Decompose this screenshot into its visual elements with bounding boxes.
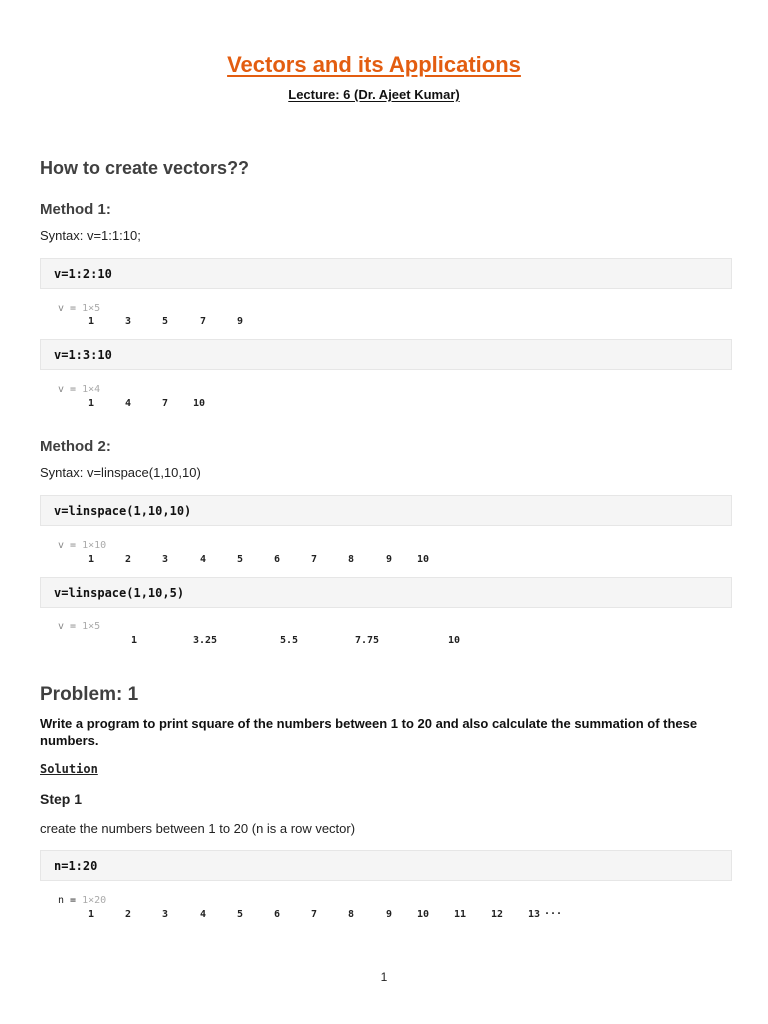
code-text: v=linspace(1,10,10) — [54, 504, 192, 518]
output-value: 7 — [311, 554, 318, 565]
output-value: 7 — [311, 909, 318, 920]
problem1-statement: Write a program to print square of the numbers between 1 to 20 and also calculate the summation of these numbers. — [40, 716, 698, 748]
output-value: 6 — [274, 554, 281, 565]
output-value: 6 — [274, 909, 281, 920]
output-value: 5 — [237, 909, 244, 920]
output-value: 4 — [200, 909, 207, 920]
output-values-1 — [0, 316, 748, 330]
code-cell-5[interactable] — [40, 850, 732, 881]
method1-heading: Method 1: — [40, 201, 111, 218]
output-value: 3 — [162, 554, 169, 565]
output-value: 9 — [237, 316, 244, 327]
output-values-3 — [0, 554, 748, 568]
output-size: 1×10 — [82, 540, 107, 551]
method2-heading: Method 2: — [40, 438, 111, 455]
output-var: v = — [58, 540, 77, 551]
output-value: 7 — [162, 398, 169, 409]
section-heading-create-vectors: How to create vectors?? — [40, 158, 250, 178]
page-number: 1 — [380, 970, 388, 984]
output-values-2 — [0, 398, 748, 412]
output-value: 3 — [125, 316, 132, 327]
output-value: 1 — [88, 554, 95, 565]
output-value: 12 — [491, 909, 504, 920]
output-value: 4 — [125, 398, 132, 409]
output-value: 10 — [417, 909, 430, 920]
lecture-subtitle: Lecture: 6 (Dr. Ajeet Kumar) — [288, 87, 460, 102]
output-ellipsis: ... — [544, 906, 563, 917]
output-value: 5 — [237, 554, 244, 565]
output-value: 1 — [131, 635, 138, 646]
solution-label: Solution — [40, 762, 98, 776]
output-var: v = — [58, 621, 77, 632]
output-label-1 — [58, 303, 100, 314]
code-cell-4[interactable] — [40, 577, 732, 608]
output-value: 5 — [162, 316, 169, 327]
output-value: 13 — [528, 909, 541, 920]
output-label-2 — [58, 384, 100, 395]
output-size: 1×20 — [82, 895, 107, 906]
problem1-heading: Problem: 1 — [40, 684, 139, 705]
output-value: 5.5 — [280, 635, 299, 646]
output-var: v = — [58, 303, 77, 314]
method2-syntax: Syntax: v=linspace(1,10,10) — [40, 465, 201, 480]
output-var: v = — [58, 384, 77, 395]
output-value: 7.75 — [355, 635, 380, 646]
output-value: 2 — [125, 554, 132, 565]
code-cell-3[interactable] — [40, 495, 732, 526]
output-size: 1×4 — [82, 384, 101, 395]
output-value: 11 — [454, 909, 467, 920]
code-text: v=linspace(1,10,5) — [54, 586, 185, 600]
output-value: 1 — [88, 398, 95, 409]
output-value: 10 — [193, 398, 206, 409]
step1-description: create the numbers between 1 to 20 (n is a row vector) — [40, 821, 356, 836]
output-value: 2 — [125, 909, 132, 920]
step1-heading: Step 1 — [40, 791, 83, 807]
output-values-4 — [0, 635, 748, 649]
code-text: v=1:3:10 — [54, 348, 112, 362]
output-var: n = — [58, 895, 77, 906]
output-value: 1 — [88, 909, 95, 920]
document-title: Vectors and its Applications — [227, 52, 521, 77]
output-value: 10 — [417, 554, 430, 565]
code-text: n=1:20 — [54, 859, 98, 873]
output-label-5 — [58, 895, 106, 906]
output-size: 1×5 — [82, 621, 101, 632]
code-cell-1[interactable] — [40, 258, 732, 289]
output-label-4 — [58, 621, 100, 632]
output-value: 10 — [448, 635, 461, 646]
output-value: 4 — [200, 554, 207, 565]
output-value: 8 — [348, 554, 355, 565]
method1-syntax: Syntax: v=1:1:10; — [40, 228, 141, 243]
output-value: 7 — [200, 316, 207, 327]
output-value: 3 — [162, 909, 169, 920]
code-cell-2[interactable] — [40, 339, 732, 370]
code-text: v=1:2:10 — [54, 267, 112, 281]
output-value: 8 — [348, 909, 355, 920]
output-value: 1 — [88, 316, 95, 327]
output-value: 3.25 — [193, 635, 218, 646]
output-value: 9 — [386, 909, 393, 920]
output-label-3 — [58, 540, 106, 551]
output-size: 1×5 — [82, 303, 101, 314]
output-values-5 — [0, 906, 748, 923]
output-value: 9 — [386, 554, 393, 565]
